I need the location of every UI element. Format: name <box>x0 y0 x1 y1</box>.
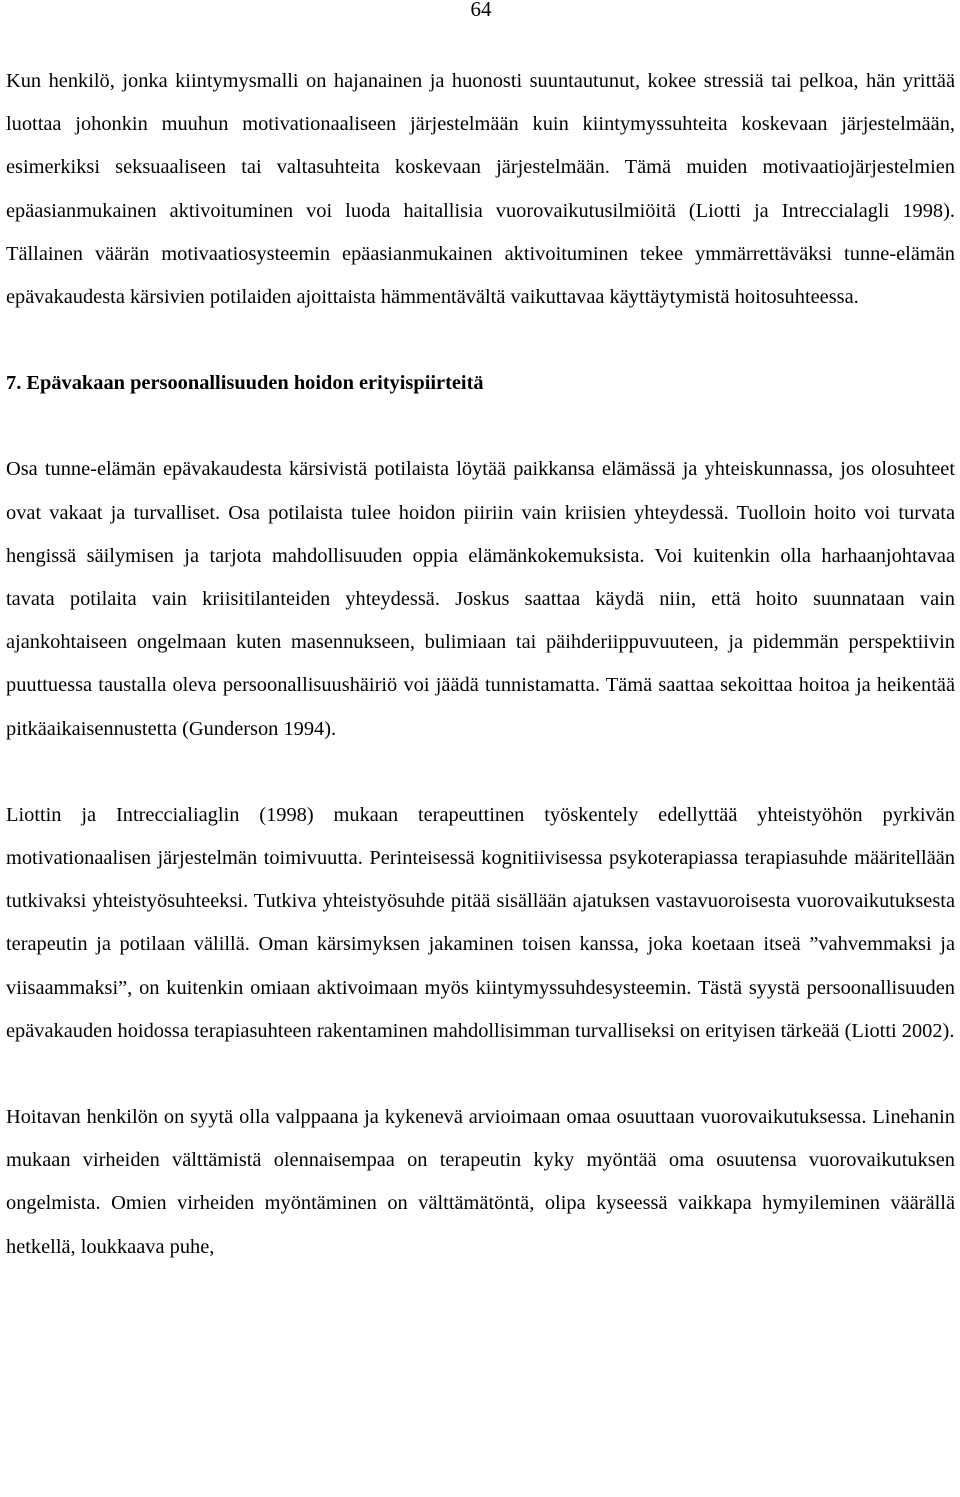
paragraph-treatment-context: Osa tunne-elämän epävakaudesta kärsivistä potilaista löytää paikkansa elämässä ja yhteiskunnassa, jos olosuhteet ovat vakaat ja turvalliset. Osa potilaista tulee hoidon piiriin vain kriisien yhteydessä. Tuolloin hoito voi turvata hengissä säilymisen ja tarjota mahdollisuuden oppia elämänkokemuksista. Voi kuitenkin olla harhaanjohtavaa tavata potilaita vain kriisitilanteiden yhteydessä. Joskus saattaa käydä niin, että hoito suunnataan vain ajankohtaiseen ongelmaan kuten masennukseen, bulimiaan tai päihderiippuvuuteen, ja pidemmän perspektiivin puuttuessa taustalla oleva persoonallisuushäiriö voi jäädä tunnistamatta. Tämä saattaa sekoittaa hoitoa ja heikentää pitkäaikaisennustetta (Gunderson 1994). <box>6 458 955 740</box>
paragraph-therapeutic-collaboration: Liottin ja Intreccialiaglin (1998) mukaan terapeuttinen työskentely edellyttää yhteistyöhön pyrkivän motivationaalisen järjestelmän toimivuutta. Perinteisessä kognitiivisessa psykoterapiassa terapiasuhde määritellään tutkivaksi yhteistyösuhteeksi. Tutkiva yhteistyösuhde pitää sisällään ajatuksen vastavuoroisesta vuorovaikutuksesta terapeutin ja potilaan välillä. Oman kärsimyksen jakaminen toisen kanssa, joka koetaan itseä ”vahvemmaksi ja viisaammaksi”, on kuitenkin omiaan aktivoimaan myös kiintymyssuhdesysteemin. Tästä syystä persoonallisuuden epävakauden hoidossa terapiasuhteen rakentaminen mahdollisimman turvalliseksi on erityisen tärkeää (Liotti 2002). <box>6 803 955 1042</box>
paragraph-attachment-motivation: Kun henkilö, jonka kiintymysmalli on hajanainen ja huonosti suuntautunut, kokee stressiä tai pelkoa, hän yrittää luottaa johonkin muuhun motivationaaliseen järjestelmään kuin kiintymyssuhteita koskevaan järjestelmään, esimerkiksi seksuaaliseen tai valtasuhteita koskevaan järjestelmään. Tämä muiden motivaatiojärjestelmien epäasianmukainen aktivoituminen voi luoda haitallisia vuorovaikutusilmiöitä (Liotti ja Intreccialagli 1998). Tällainen väärän motivaatiosysteemin epäasianmukainen aktivoituminen tekee ymmärrettäväksi tunne-elämän epävakaudesta kärsivien potilaiden ajoittaista hämmentävältä vaikuttavaa käyttäytymistä hoitosuhteessa. <box>6 70 955 309</box>
paragraph-caregiver-role: Hoitavan henkilön on syytä olla valppaana ja kykenevä arvioimaan omaa osuuttaan vuorovaikutuksessa. Linehanin mukaan virheiden välttämistä olennaisempaa on terapeutin kyky myöntää oma osuutensa vuorovaikutuksen ongelmista. Omien virheiden myöntäminen on välttämätöntä, olipa kyseessä vaikkapa hymyileminen väärällä hetkellä, loukkaava puhe, <box>6 1106 955 1258</box>
page-number: 64 <box>470 0 492 21</box>
document-body <box>6 60 955 1269</box>
section-heading: 7. Epävakaan persoonallisuuden hoidon erityispiirteitä <box>6 372 484 395</box>
